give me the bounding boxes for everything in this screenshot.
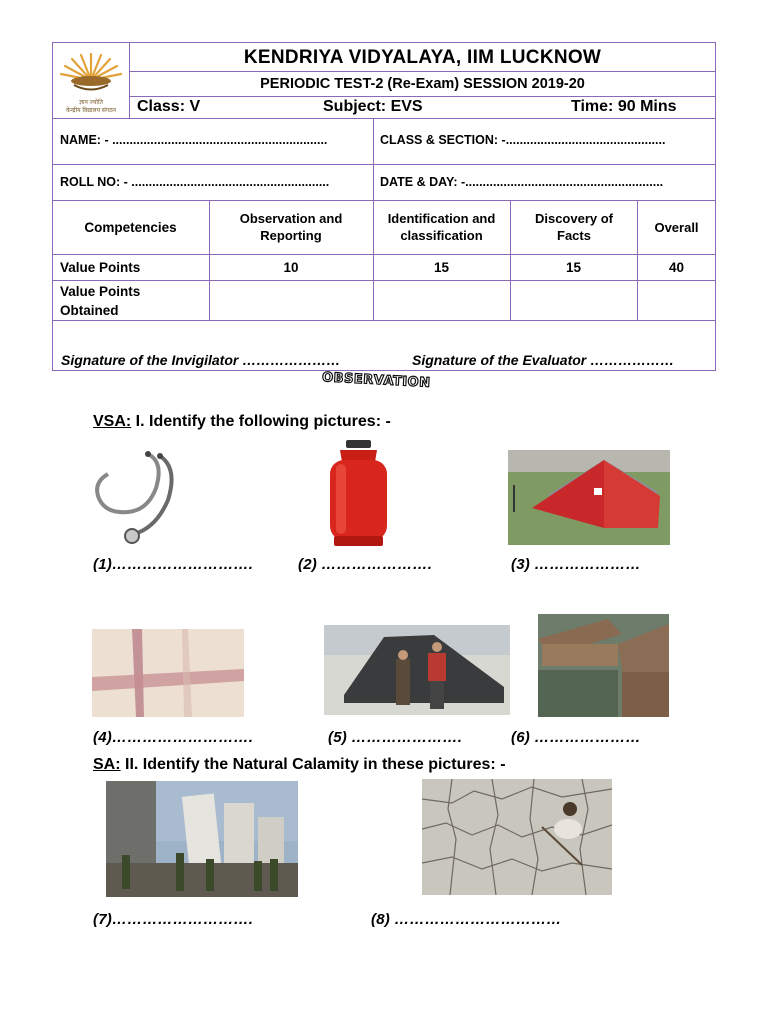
- field-divider: [373, 118, 374, 200]
- question-1: [93, 413, 391, 431]
- rule-4: [52, 164, 716, 165]
- rule-7: [52, 280, 716, 281]
- test-title: PERIODIC TEST-2 (Re-Exam) SESSION 2019-20: [260, 76, 585, 92]
- date-day-field[interactable]: DATE & DAY: -.........................................................: [380, 175, 664, 189]
- rule-3: [52, 118, 716, 119]
- class-section-field[interactable]: CLASS & SECTION: -..............................................: [380, 133, 666, 147]
- observation-banner: OBSERVATION: [321, 370, 431, 391]
- logo-caption-org: केन्द्रीय विद्यालय संगठन: [65, 108, 117, 114]
- value-observation: 10: [283, 260, 299, 275]
- answer-8[interactable]: (8) ……………………………: [371, 911, 562, 928]
- value-points-label: Value Points: [60, 260, 141, 275]
- evaluator-signature[interactable]: Signature of the Evaluator ………………: [412, 352, 675, 368]
- kv-logo: [56, 50, 126, 112]
- lamp-emblem-icon: [56, 50, 126, 94]
- value-identification: 15: [433, 260, 450, 275]
- header-observation: Observation and Reporting: [239, 211, 343, 243]
- question-2: [93, 756, 506, 774]
- header-competencies: Competencies: [84, 219, 177, 235]
- nomad-tents-image: [324, 625, 510, 715]
- value-discovery: 15: [565, 260, 582, 275]
- header-overall: Overall: [654, 219, 699, 235]
- drought-image: [422, 779, 612, 895]
- tent-image: [508, 450, 670, 545]
- answer-3[interactable]: (3) …………………: [511, 556, 641, 573]
- stethoscope-image: [90, 448, 182, 548]
- answer-4[interactable]: (4)……………………….: [93, 729, 254, 746]
- answer-5[interactable]: (5) ………………….: [328, 729, 463, 746]
- answer-7[interactable]: (7)……………………….: [93, 911, 254, 928]
- gas-cylinder-image: [326, 440, 391, 548]
- question-2-text: II. Identify the Natural Calamity in these pictures: -: [120, 756, 506, 773]
- question-2-tag: SA:: [93, 756, 121, 773]
- answer-2[interactable]: (2) ………………….: [298, 556, 433, 573]
- shawl-image: [92, 629, 244, 717]
- earthquake-image: [106, 781, 298, 897]
- value-overall: 40: [668, 260, 685, 275]
- logo-caption-hindi: ज्ञान ज्योति: [79, 100, 103, 106]
- school-name: KENDRIYA VIDYALAYA, IIM LUCKNOW: [243, 47, 602, 68]
- header-discovery: Discovery of Facts: [534, 211, 614, 243]
- subject-label: Subject: EVS: [323, 98, 423, 115]
- class-label: Class: V: [137, 98, 201, 115]
- rule-8: [52, 320, 716, 321]
- answer-1[interactable]: (1)……………………….: [93, 556, 254, 573]
- name-field[interactable]: NAME: - ..............................................................: [60, 133, 328, 147]
- obtained-label: Value Points Obtained: [60, 284, 141, 318]
- invigilator-signature[interactable]: Signature of the Invigilator …………………: [61, 352, 341, 368]
- answer-6[interactable]: (6) …………………: [511, 729, 641, 746]
- question-1-tag: VSA:: [93, 413, 132, 430]
- time-label: Time: 90 Mins: [571, 98, 677, 115]
- houseboat-image: [538, 614, 669, 717]
- header-identification: Identification and classification: [387, 211, 496, 243]
- roll-no-field[interactable]: ROLL NO: - .........................................................: [60, 175, 330, 189]
- question-1-text: I. Identify the following pictures: -: [131, 413, 391, 430]
- rule-2: [129, 96, 716, 97]
